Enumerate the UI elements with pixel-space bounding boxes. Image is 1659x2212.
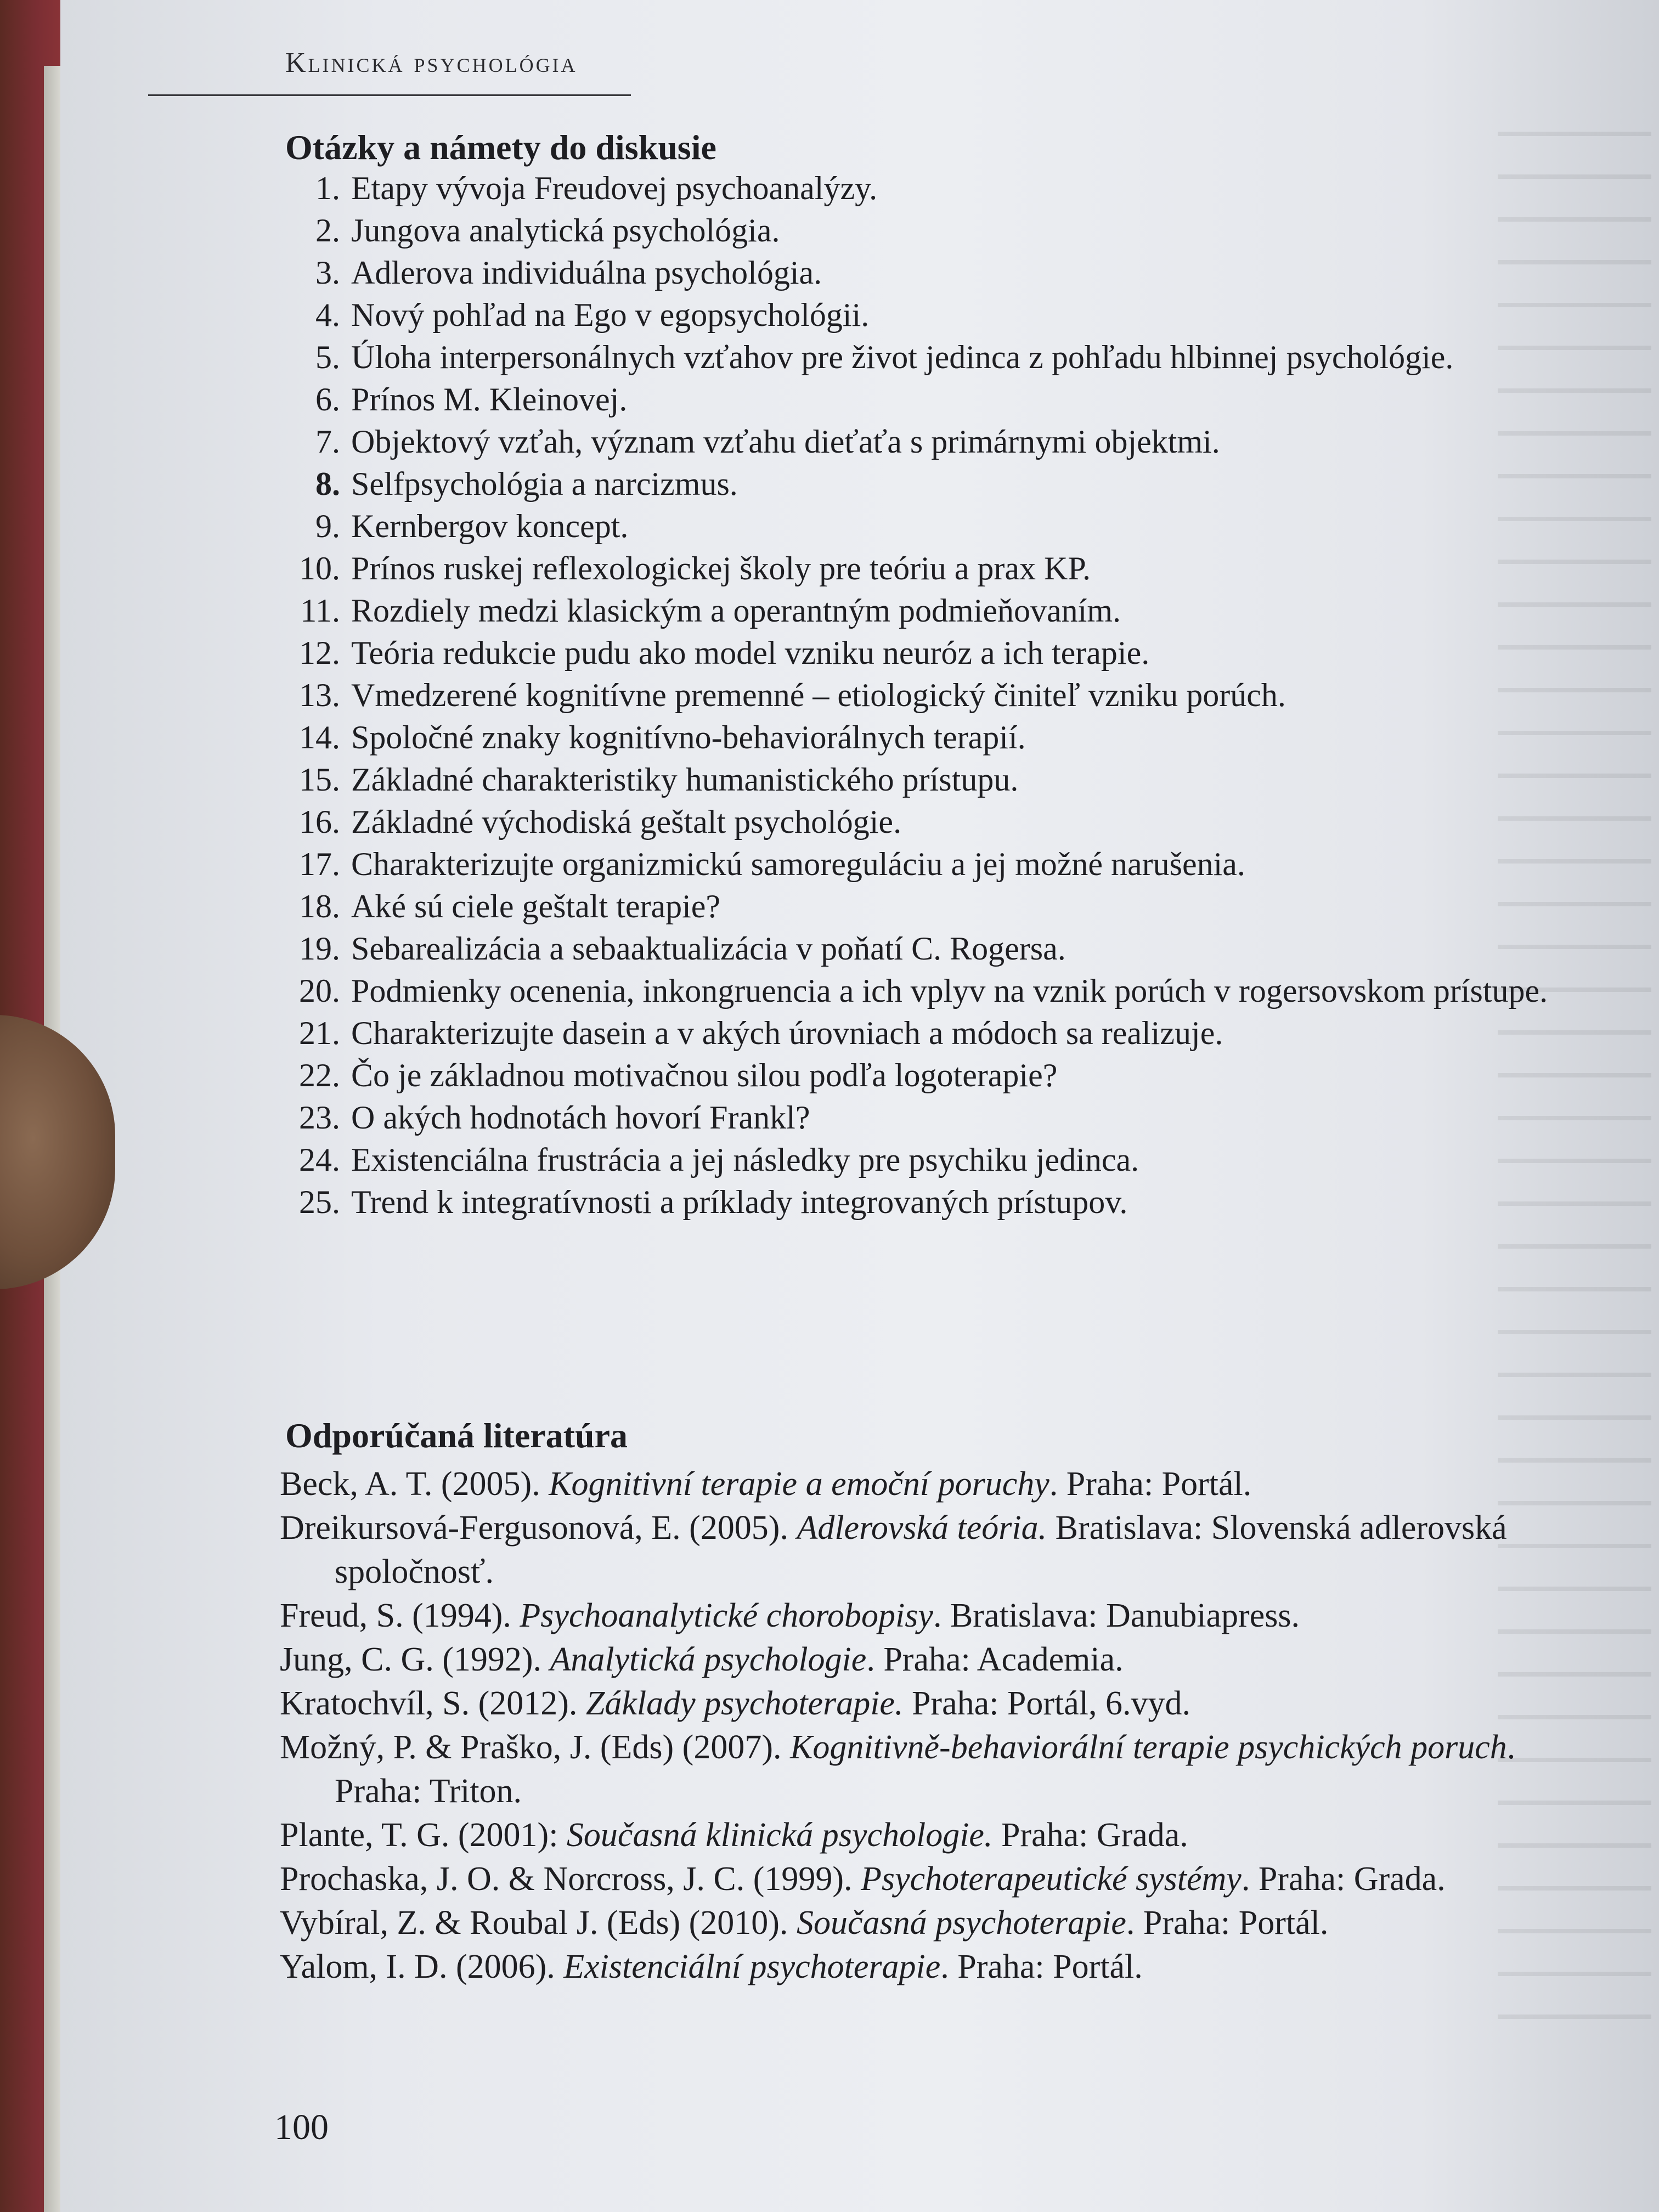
question-text: Rozdiely medzi klasickým a operantným podmieňovaním. xyxy=(351,592,1121,629)
reference-publisher: Praha: Grada. xyxy=(992,1816,1188,1854)
question-text: Jungova analytická psychológia. xyxy=(351,212,780,249)
discussion-question xyxy=(269,590,1564,632)
question-number: 15. xyxy=(299,761,340,798)
question-number: 9. xyxy=(315,508,340,544)
question-number: 5. xyxy=(315,339,340,375)
question-number: 17. xyxy=(299,846,340,882)
reference-title: Současná psychoterapie xyxy=(796,1904,1126,1942)
question-text: Adlerova individuálna psychológia. xyxy=(351,255,822,291)
question-text: Trend k integratívnosti a príklady integrovaných prístupov. xyxy=(351,1184,1128,1220)
question-number: 16. xyxy=(299,804,340,840)
reference-author-year: Možný, P. & Praško, J. (Eds) (2007). xyxy=(280,1729,790,1766)
question-number: 24. xyxy=(299,1142,340,1178)
reference-publisher: Praha: Portál, 6.vyd. xyxy=(903,1685,1190,1722)
discussion-question xyxy=(269,801,1564,843)
literature-reference xyxy=(280,1506,1596,1594)
discussion-question xyxy=(269,970,1564,1012)
question-text: Existenciálna frustrácia a jej následky pre psychiku jedinca. xyxy=(351,1142,1139,1178)
reference-author-year: Kratochvíl, S. (2012). xyxy=(280,1685,586,1722)
discussion-question xyxy=(269,1097,1564,1139)
header-rule xyxy=(148,94,631,96)
question-number: 19. xyxy=(299,930,340,967)
question-number: 14. xyxy=(299,719,340,755)
literature-reference xyxy=(280,1725,1596,1813)
question-text: Čo je základnou motivačnou silou podľa logoterapie? xyxy=(351,1057,1058,1093)
discussion-question xyxy=(269,379,1564,421)
question-text: Sebarealizácia a sebaaktualizácia v poňatí C. Rogersa. xyxy=(351,930,1066,967)
question-number: 22. xyxy=(299,1057,340,1093)
question-number: 6. xyxy=(315,381,340,417)
question-number: 2. xyxy=(315,212,340,249)
reference-title: Základy psychoterapie. xyxy=(585,1685,904,1722)
question-number: 11. xyxy=(300,592,340,629)
running-header: Klinická psychológia xyxy=(285,47,578,78)
reference-publisher: . Praha: Portál. xyxy=(1049,1465,1252,1503)
question-text: Charakterizujte organizmickú samoreguláciu a jej možné narušenia. xyxy=(351,846,1245,882)
literature-reference xyxy=(280,1681,1596,1725)
reference-publisher: Bratislava: Slovenská adlerovská spoločnosť. xyxy=(335,1509,1507,1590)
reference-title: Analytická psychologie xyxy=(550,1641,867,1678)
reference-title: Kognitivní terapie a emoční poruchy xyxy=(549,1465,1049,1503)
question-number: 18. xyxy=(299,888,340,924)
question-text: Spoločné znaky kognitívno-behaviorálnych terapií. xyxy=(351,719,1026,755)
literature-reference xyxy=(280,1462,1596,1506)
question-number: 12. xyxy=(299,635,340,671)
reference-title: Kognitivně-behaviorální terapie psychických poruch xyxy=(789,1729,1507,1766)
discussion-question-list xyxy=(269,167,1564,1223)
question-text: Nový pohľad na Ego v egopsychológii. xyxy=(351,297,870,333)
reference-author-year: Beck, A. T. (2005). xyxy=(280,1465,549,1503)
reference-author-year: Yalom, I. D. (2006). xyxy=(280,1948,564,1985)
book-page xyxy=(60,0,1659,2212)
literature-reference xyxy=(280,1813,1596,1857)
literature-reference xyxy=(280,1945,1596,1989)
discussion-question xyxy=(269,505,1564,548)
question-text: O akých hodnotách hovorí Frankl? xyxy=(351,1099,810,1136)
literature-reference xyxy=(280,1857,1596,1901)
question-number: 10. xyxy=(299,550,340,586)
question-text: Prínos ruskej reflexologickej školy pre teóriu a prax KP. xyxy=(351,550,1091,586)
discussion-question xyxy=(269,632,1564,674)
question-text: Základné východiská geštalt psychológie. xyxy=(351,804,902,840)
discussion-question xyxy=(269,1012,1564,1054)
discussion-question xyxy=(269,294,1564,336)
question-number: 13. xyxy=(299,677,340,713)
question-number: 8. xyxy=(315,466,340,502)
literature-reference xyxy=(280,1901,1596,1945)
reference-publisher: . Praha: Triton. xyxy=(335,1729,1516,1810)
reference-publisher: . Praha: Portál. xyxy=(940,1948,1143,1985)
discussion-question xyxy=(269,843,1564,885)
discussion-question xyxy=(269,548,1564,590)
reference-title: Psychoterapeutické systémy xyxy=(861,1860,1242,1898)
reference-author-year: Freud, S. (1994). xyxy=(280,1597,520,1634)
page-number: 100 xyxy=(274,2107,329,2147)
question-text: Charakterizujte dasein a v akých úrovniach a módoch sa realizuje. xyxy=(351,1015,1223,1051)
question-number: 7. xyxy=(315,424,340,460)
discussion-question xyxy=(269,463,1564,505)
discussion-question xyxy=(269,1181,1564,1223)
discussion-question xyxy=(269,167,1564,210)
reference-author-year: Prochaska, J. O. & Norcross, J. C. (1999). xyxy=(280,1860,861,1898)
reference-title: Současná klinická psychologie. xyxy=(566,1816,993,1854)
question-text: Kernbergov koncept. xyxy=(351,508,629,544)
discussion-question xyxy=(269,928,1564,970)
discussion-question xyxy=(269,336,1564,379)
question-text: Základné charakteristiky humanistického prístupu. xyxy=(351,761,1019,798)
question-text: Etapy vývoja Freudovej psychoanalýzy. xyxy=(351,170,878,206)
discussion-question xyxy=(269,1054,1564,1097)
reference-publisher: . Praha: Academia. xyxy=(866,1641,1124,1678)
discussion-question xyxy=(269,759,1564,801)
discussion-question xyxy=(269,674,1564,716)
reference-title: Psychoanalytické chorobopisy xyxy=(520,1597,933,1634)
reference-author-year: Jung, C. G. (1992). xyxy=(280,1641,550,1678)
question-text: Objektový vzťah, význam vzťahu dieťaťa s primárnymi objektmi. xyxy=(351,424,1220,460)
question-number: 21. xyxy=(299,1015,340,1051)
discussion-heading: Otázky a námety do diskusie xyxy=(285,128,716,167)
reference-title: Existenciální psychoterapie xyxy=(563,1948,941,1985)
literature-heading: Odporúčaná literatúra xyxy=(285,1416,628,1455)
question-text: Vmedzerené kognitívne premenné – etiologický činiteľ vzniku porúch. xyxy=(351,677,1286,713)
discussion-question xyxy=(269,1139,1564,1181)
question-number: 23. xyxy=(299,1099,340,1136)
literature-list xyxy=(280,1462,1596,1989)
question-text: Aké sú ciele geštalt terapie? xyxy=(351,888,721,924)
reference-author-year: Plante, T. G. (2001): xyxy=(280,1816,567,1854)
discussion-question xyxy=(269,885,1564,928)
discussion-question xyxy=(269,252,1564,294)
question-text: Prínos M. Kleinovej. xyxy=(351,381,628,417)
question-text: Selfpsychológia a narcizmus. xyxy=(351,466,738,502)
literature-reference xyxy=(280,1594,1596,1638)
question-text: Úloha interpersonálnych vzťahov pre život jedinca z pohľadu hlbinnej psychológie. xyxy=(351,339,1454,375)
discussion-question xyxy=(269,421,1564,463)
question-number: 1. xyxy=(315,170,340,206)
reference-author-year: Vybíral, Z. & Roubal J. (Eds) (2010). xyxy=(280,1904,797,1942)
question-number: 4. xyxy=(315,297,340,333)
literature-reference xyxy=(280,1638,1596,1681)
discussion-question xyxy=(269,716,1564,759)
question-text: Teória redukcie pudu ako model vzniku neuróz a ich terapie. xyxy=(351,635,1150,671)
reference-publisher: . Bratislava: Danubiapress. xyxy=(933,1597,1300,1634)
discussion-question xyxy=(269,210,1564,252)
reference-publisher: . Praha: Portál. xyxy=(1126,1904,1329,1942)
question-number: 3. xyxy=(315,255,340,291)
reference-title: Adlerovská teória. xyxy=(797,1509,1047,1547)
question-text: Podmienky ocenenia, inkongruencia a ich vplyv na vznik porúch v rogersovskom prístupe. xyxy=(351,973,1548,1009)
reference-author-year: Dreikursová-Fergusonová, E. (2005). xyxy=(280,1509,797,1547)
question-number: 25. xyxy=(299,1184,340,1220)
reference-publisher: . Praha: Grada. xyxy=(1241,1860,1446,1898)
question-number: 20. xyxy=(299,973,340,1009)
